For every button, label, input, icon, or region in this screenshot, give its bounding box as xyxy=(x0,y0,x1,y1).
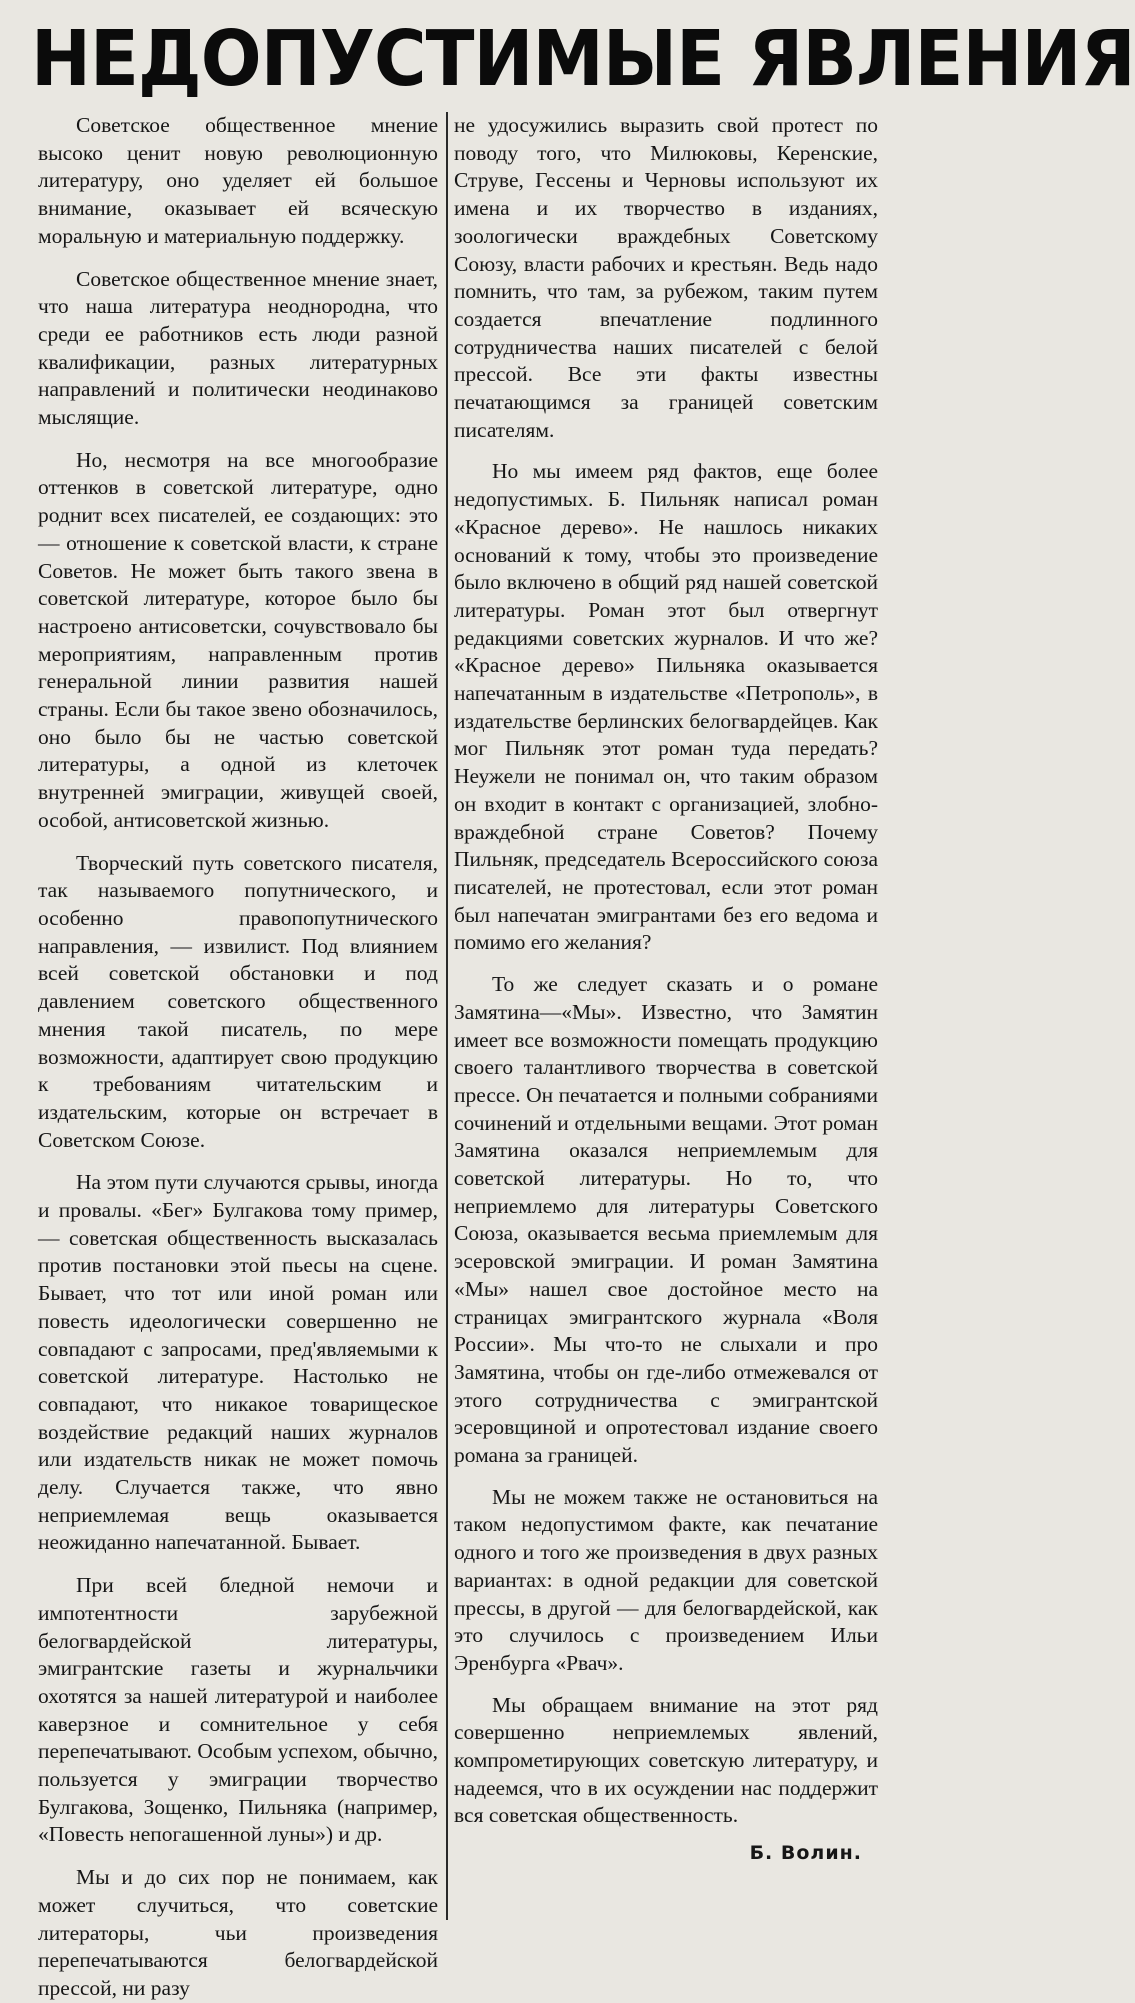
paragraph: Но, несмотря на все многообразие оттенков в советской литературе, одно роднит всех писателей, ее создающих: это — отношение к советской власти, к стране Советов. Не может быть такого звена в советской литературе, которое было бы настроено антисоветски, сочувствовало бы мероприятиям, направленным против генеральной линии развития нашей страны. Если бы такое звено обозначилось, оно было бы не частью советской литературы, а одной из клеточек внутренней эмиграции, живущей своей, особой, антисоветской жизнью. xyxy=(38,447,438,832)
paragraph: Творческий путь советского писателя, так называемого попутнического, и особенно правопопутнического направления, — извилист. Под влиянием всей советской обстановки и под давлением советского общественного мнения такой писатель, по мере возможности, адаптирует свою продукцию к требованиям читательским и издательским, которые он встречает в Советском Союзе. xyxy=(38,850,438,1152)
author-signature: Б. Волин. xyxy=(749,1842,862,1865)
paragraph: При всей бледной немочи и импотентности зарубежной белогвардейской литературы, эмигрантские газеты и журнальчики охотятся за нашей литературой и наиболее каверзное и сомнительное у себя перепечатывают. Особым успехом, обычно, пользуется у эмиграции творчество Булгакова, Зощенко, Пильняка (например, «Повесть непогашенной луны») и др. xyxy=(38,1573,438,1847)
paragraph: Советское общественное мнение высоко ценит новую революционную литературу, оно уделяет ей большое внимание, оказывает ей всяческую моральную и материальную поддержку. xyxy=(38,113,438,248)
headline: НЕДОПУСТИМЫЕ ЯВЛЕНИЯ xyxy=(30,15,1135,104)
paragraph: Мы не можем также не остановиться на таком недопустимом факте, как печатание одного и того же произведения в двух разных вариантах: в одной редакции для советской прессы, в другой — для белогвардейской, как это случилось с произведением Ильи Эренбурга «Рвач». xyxy=(454,1484,878,1675)
right-column xyxy=(454,112,878,1868)
paragraph: Но мы имеем ряд фактов, еще более недопустимых. Б. Пильняк написал роман «Красное дерево». Не нашлось никаких оснований к тому, чтобы это произведение было включено в общий ряд нашей советской литературы. Роман этот был отвергнут редакциями советских журналов. И что же? «Красное дерево» Пильняка оказывается напечатанным в издательстве «Петрополь», в издательстве берлинских белогвардейцев. Как мог Пильняк этот роман туда передать? Неужели не понимал он, что таким образом он входит в контакт с организацией, злобно-враждебной стране Советов? Почему Пильняк, председатель Всероссийского союза писателей, не протестовал, если этот роман был напечатан эмигрантами без его ведома и помимо его желания? xyxy=(454,459,878,955)
paragraph: То же следует сказать и о романе Замятина—«Мы». Известно, что Замятин имеет все возможности помещать продукцию своего талантливого творчества в советской прессе. Он печатается и полными собраниями сочинений и отдельными вещами. Этот роман Замятина оказался неприемлемым для советской литературы. Но то, что неприемлемо для литературы Советского Союза, оказывается весьма приемлемым для эсеровской эмиграции. И роман Замятина «Мы» нашел свое достойное место на страницах эмигрантского журнала «Воля России». Мы что-то не слыхали и про Замятина, чтобы он где-либо отмежевался от этого сотрудничества с эмигрантской эсеровщиной и опротестовал издание своего романа за границей. xyxy=(454,972,878,1468)
left-column xyxy=(38,112,438,2003)
paragraph: Советское общественное мнение знает, что наша литература неоднородна, что среди ее работников есть люди разной квалификации, разных литературных направлений и политически неодинаково мыслящие. xyxy=(38,266,438,430)
paragraph-continued: не удосужились выразить свой протест по поводу того, что Милюковы, Керенские, Струве, Гессены и Черновы используют их имена и их творчество в изданиях, зоологически враждебных Советскому Союзу, власти рабочих и крестьян. Ведь надо помнить, что там, за рубежом, таким путем создается впечатление подлинного сотрудничества наших писателей с белой прессой. Все эти факты известны печатающимся за границей советским писателям. xyxy=(454,113,878,442)
column-divider xyxy=(446,112,448,1920)
paragraph: Мы обращаем внимание на этот ряд совершенно неприемлемых явлений, компрометирующих советскую литературу, и надеемся, что в их осуждении нас поддержит вся советская общественность. xyxy=(454,1692,878,1828)
paragraph: На этом пути случаются срывы, иногда и провалы. «Бег» Булгакова тому пример, — советская общественность высказалась против постановки этой пьесы на сцене. Бывает, что тот или иной роман или повесть идеологически совершенно не совпадают с запросами, пред'являемыми к советской литературе. Настолько не совпадают, что никакое товарищеское воздействие редакций наших журналов или издательств никак не может помочь делу. Случается также, что явно неприемлемая вещь оказывается неожиданно напечатанной. Бывает. xyxy=(38,1170,438,1555)
paragraph: Мы и до сих пор не понимаем, как может случиться, что советские литераторы, чьи произведения перепечатываются белогвардейской прессой, ни разу xyxy=(38,1865,438,2000)
